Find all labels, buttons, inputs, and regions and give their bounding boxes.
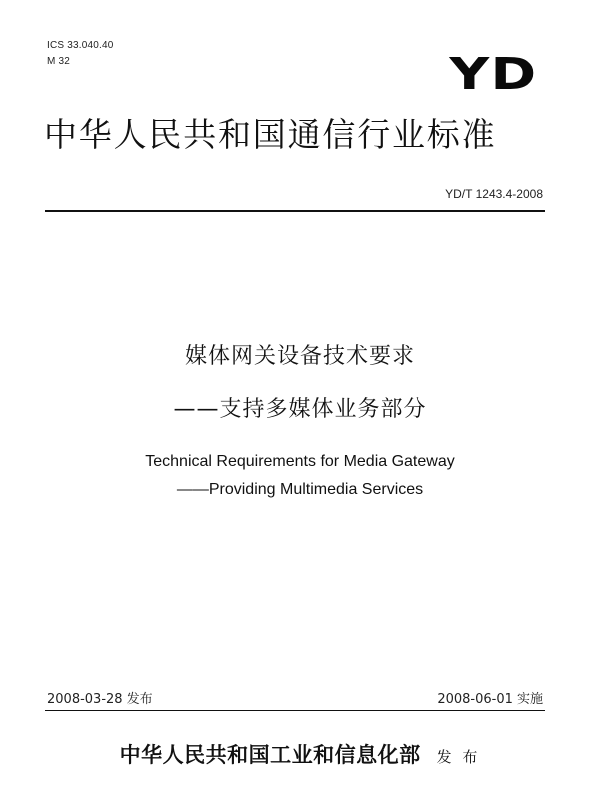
yd-logo: YD — [449, 49, 537, 100]
document-subtitle-en: ——Providing Multimedia Services — [176, 481, 424, 498]
issuer-line — [0, 739, 600, 769]
implementation-date: 2008-06-01 实施 — [437, 692, 543, 707]
issuer-action: 发 布 — [436, 748, 481, 766]
category-code: M 32 — [47, 56, 71, 67]
ics-code: ICS 33.040.40 — [47, 40, 114, 51]
top-divider — [45, 210, 545, 212]
issuer-name: 中华人民共和国工业和信息化部 — [119, 742, 421, 767]
document-title-en: Technical Requirements for Media Gateway — [145, 453, 455, 470]
document-title-zh: 媒体网关设备技术要求 — [184, 344, 415, 369]
document-subtitle-zh: ——支持多媒体业务部分 — [173, 397, 427, 422]
standard-title: 中华人民共和国通信行业标准 — [44, 115, 497, 154]
bottom-divider — [45, 710, 545, 711]
issue-date: 2008-03-28 发布 — [47, 692, 153, 707]
standard-number: YD/T 1243.4-2008 — [445, 187, 543, 201]
